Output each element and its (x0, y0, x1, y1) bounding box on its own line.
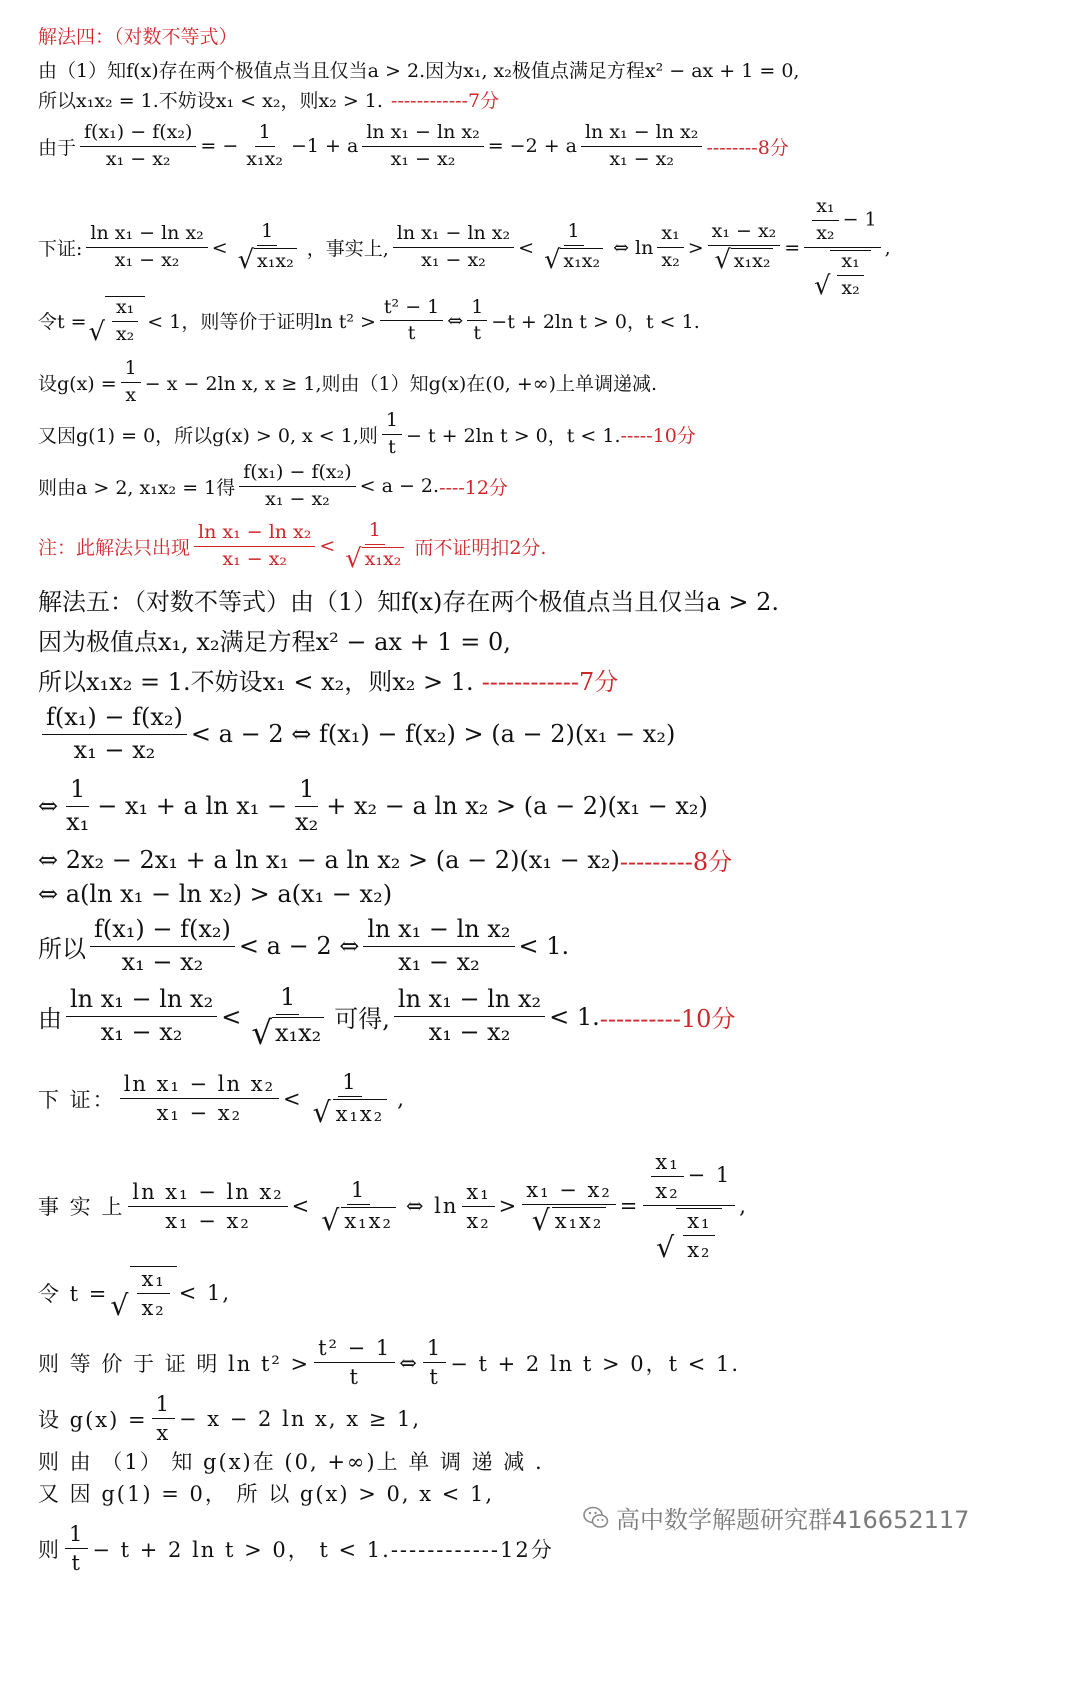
fraction: $\frac{\text{ln x₁ − ln x₂}}{\text{x₁ − x₂}}$ (194, 522, 315, 571)
solution4-note: 注：此解法只出现 $\frac{\text{ln x₁ − ln x₂}}{\text{x₁ − x₂}}$ < 1 √ x₁x₂ 而不证明扣2分. (38, 519, 547, 574)
solution5-line11: 事 实 上 $\frac{\text{ln x₁ − ln x₂}}{\text{x₁ − x₂}}$ < 1 √ x₁x₂ ⇔ ln $\frac{\text{x₁}}{\text{x₂}}$ > x₁ − x₂ √ x₁x₂ = $\frac{\text{x₁}}{\text{x₂}}$ − 1 √ $\frac{\text{x₁}}{\text{x₂}}$ , (38, 1150, 748, 1265)
solution5-line13: 则 等 价 于 证 明 ln t² > $\frac{\text{t² − 1}}{t}$ ⇔ $\frac{1}{t}$ − t + 2 ln t > 0，t < 1. (38, 1336, 741, 1390)
fraction: $\frac{1}{\text{x₁}}$ (66, 775, 90, 836)
solution5-line8: 所以 $\frac{\text{f(x₁) − f(x₂)}}{\text{x₁ − x₂}}$ < a − 2 ⇔ $\frac{\text{ln x₁ − ln x₂}}{\text{x₁ − x₂}}$ < 1. (38, 915, 570, 976)
fraction: $\frac{\text{t² − 1}}{t}$ (380, 297, 443, 346)
fraction: $\frac{\text{ln x₁ − ln x₂}}{\text{x₁ − x₂}}$ (120, 1072, 279, 1125)
score-mark: ----12分 (439, 476, 508, 499)
solution5-line16: 又 因 g(1) = 0， 所 以 g(x) > 0, x < 1, (38, 1482, 495, 1506)
solution5-line1: 解法五：（对数不等式）由（1）知f(x)存在两个极值点当且仅当a > 2. (38, 588, 779, 616)
fraction: $\frac{1}{t}$ (382, 410, 402, 459)
solution5-line14: 设 g(x) = $\frac{1}{x}$ − x − 2 ln x, x ≥ 1, (38, 1392, 422, 1446)
fraction: $\frac{\text{ln x₁ − ln x₂}}{\text{x₁ − x₂}}$ (128, 1180, 287, 1233)
fraction: $\frac{\text{x₁}}{\text{x₂}}$ − 1 √ $\frac{\text{x₁}}{\text{x₂}}$ (804, 196, 880, 299)
solution4-line4: 下证: $\frac{\text{ln x₁ − ln x₂}}{\text{x₁ − x₂}}$ < 1 √ x₁x₂ ，事实上, $\frac{\text{ln x₁ − ln x₂}}{\text{x₁ − x₂}}$ < 1 √ x₁x₂ ⇔ ln $\frac{\text{x₁}}{\text{x₂}}$ > x₁ − x₂ √ x₁x₂ = $\frac{\text{x₁}}{\text{x₂}}$ − 1 √ $\frac{\text{x₁}}{\text{x₂}}$ , (38, 195, 891, 301)
solution4-title: 解法四：（对数不等式） (38, 26, 238, 48)
score-mark: ------------7分 (481, 668, 619, 696)
fraction: $\frac{1}{t}$ (423, 1336, 446, 1389)
wechat-icon (582, 1504, 610, 1532)
fraction: $\frac{\text{t² − 1}}{t}$ (314, 1336, 395, 1389)
fraction: 1 √ x₁x₂ (315, 1178, 402, 1235)
fraction: 1 √ x₁x₂ (339, 520, 410, 573)
fraction: $\frac{\text{ln x₁ − ln x₂}}{\text{x₁ − x₂}}$ (86, 223, 207, 272)
solution4-line6: 设g(x) = $\frac{1}{x}$ − x − 2ln x, x ≥ 1,则由（1）知g(x)在(0, +∞)上单调递减. (38, 357, 658, 406)
score-mark: -----10分 (620, 424, 696, 447)
fraction: $\frac{\text{x₁}}{\text{x₂}}$ (657, 223, 683, 272)
fraction: x₁ − x₂ √ x₁x₂ (708, 221, 781, 274)
solution5-line12: 令 t = √ $\frac{\text{x₁}}{\text{x₂}}$ < 1, (38, 1267, 232, 1322)
score-mark: ------------12分 (390, 1537, 554, 1562)
score-mark: ----------10分 (599, 1005, 736, 1033)
solution4-line1: 由（1）知f(x)存在两个极值点当且仅当a > 2.因为x₁, x₂极值点满足方程x² − ax + 1 = 0, (38, 60, 800, 82)
fraction: x₁ − x₂ √ x₁x₂ (522, 1178, 615, 1235)
fraction: $\frac{\text{f(x₁) − f(x₂)}}{\text{x₁ − x₂}}$ (42, 704, 187, 764)
solution5-line17: 则 $\frac{1}{t}$ − t + 2 ln t > 0， t < 1. ------------12分 (38, 1522, 554, 1576)
solution5-line9: 由 $\frac{\text{ln x₁ − ln x₂}}{\text{x₁ − x₂}}$ < 1 √ x₁x₂ 可得, $\frac{\text{ln x₁ − ln x₂}}{\text{x₁ − x₂}}$ < 1. ----------10分 (38, 983, 736, 1052)
solution5-line10: 下 证： $\frac{\text{ln x₁ − ln x₂}}{\text{x₁ − x₂}}$ < 1 √ x₁x₂ , (38, 1070, 406, 1130)
fraction: 1 √ x₁x₂ (307, 1070, 394, 1127)
fraction: $\frac{\text{ln x₁ − ln x₂}}{\text{x₁ − x₂}}$ (363, 916, 514, 976)
fraction: $\frac{\text{f(x₁) − f(x₂)}}{\text{x₁ − x₂}}$ (90, 916, 235, 976)
fraction: $\frac{\text{ln x₁ − ln x₂}}{\text{x₁ − x₂}}$ (393, 223, 514, 272)
fraction: $\frac{\text{x₁}}{\text{x₂}}$ (462, 1180, 494, 1233)
solution5-line2: 因为极值点x₁, x₂满足方程x² − ax + 1 = 0, (38, 628, 511, 656)
fraction: 1 √ x₁x₂ (538, 221, 609, 274)
fraction: $\frac{\text{f(x₁) − f(x₂)}}{\text{x₁ − x₂}}$ (80, 122, 196, 171)
fraction: $\frac{\text{x₁}}{\text{x₂}}$ − 1 √ $\frac{\text{x₁}}{\text{x₂}}$ (643, 1150, 735, 1263)
solution4-line8: 则由a > 2, x₁x₂ = 1得 $\frac{\text{f(x₁) − f(x₂)}}{\text{x₁ − x₂}}$ < a − 2. ----12分 (38, 461, 508, 510)
fraction: $\frac{1}{\text{x₁x₂}}$ (246, 121, 283, 170)
fraction: $\frac{\text{ln x₁ − ln x₂}}{\text{x₁ − x₂}}$ (66, 986, 217, 1046)
fraction: $\frac{1}{\text{x₂}}$ (295, 775, 319, 836)
fraction: $\frac{1}{x}$ (121, 358, 141, 407)
fraction: $\frac{\text{ln x₁ − ln x₂}}{\text{x₁ − x₂}}$ (394, 986, 545, 1046)
solution4-line3: 由于 $\frac{\text{f(x₁) − f(x₂)}}{\text{x₁ − x₂}}$ = − $\frac{1}{\text{x₁x₂}}$ −1 + a $\frac{\text{ln x₁ − ln x₂}}{\text{x₁ − x₂}}$ = −2 + a $\frac{\text{ln x₁ − ln x₂}}{\text{x₁ − x₂}}$ --------8分 (38, 121, 789, 170)
solution5-line7: ⇔ a(ln x₁ − ln x₂) > a(x₁ − x₂) (38, 880, 393, 908)
score-mark: --------8分 (706, 136, 789, 159)
fraction: $\frac{\text{f(x₁) − f(x₂)}}{\text{x₁ − x₂}}$ (239, 462, 355, 511)
solution4-line5: 令t = √ $\frac{\text{x₁}}{\text{x₂}}$ < 1，则等价于证明ln t² > $\frac{\text{t² − 1}}{t}$ ⇔ $\frac{1}{t}$ −t + 2ln t > 0，t < 1. (38, 295, 700, 348)
solution4-line7: 又因g(1) = 0，所以g(x) > 0, x < 1,则 $\frac{1}{t}$ − t + 2ln t > 0，t < 1. -----10分 (38, 409, 696, 458)
fraction: $\frac{\text{ln x₁ − ln x₂}}{\text{x₁ − x₂}}$ (362, 122, 483, 171)
score-mark: ---------8分 (619, 848, 733, 876)
fraction: 1 √ x₁x₂ (232, 221, 303, 274)
solution5-line15: 则 由 （1） 知 g(x)在 (0, +∞)上 单 调 递 减 . (38, 1450, 544, 1474)
fraction: $\frac{\text{ln x₁ − ln x₂}}{\text{x₁ − x₂}}$ (581, 122, 702, 171)
fraction: $\frac{1}{x}$ (152, 1392, 175, 1445)
fraction: $\frac{1}{t}$ (467, 297, 487, 346)
solution4-line2: 所以x₁x₂ = 1.不妨设x₁ < x₂，则x₂ > 1. ------------7分 (38, 86, 499, 113)
solution5-line5: ⇔ $\frac{1}{\text{x₁}}$ − x₁ + a ln x₁ − $\frac{1}{\text{x₂}}$ + x₂ − a ln x₂ > (a − 2)(x₁ − x₂) (38, 775, 708, 836)
solution5-line4: $\frac{\text{f(x₁) − f(x₂)}}{\text{x₁ − x₂}}$ < a − 2 ⇔ f(x₁) − f(x₂) > (a − 2)(x₁ − x₂) (38, 704, 675, 764)
fraction: $\frac{1}{t}$ (65, 1522, 88, 1575)
watermark (582, 1500, 969, 1535)
watermark-text: 高中数学解题研究群416652117 (616, 1506, 970, 1534)
solution5-line6: ⇔ 2x₂ − 2x₁ + a ln x₁ − a ln x₂ > (a − 2)(x₁ − x₂) ---------8分 (38, 842, 732, 877)
score-mark: ------------7分 (390, 90, 500, 112)
fraction: 1 √ x₁x₂ (245, 984, 330, 1049)
solution5-line3: 所以x₁x₂ = 1.不妨设x₁ < x₂，则x₂ > 1. ------------7分 (38, 662, 618, 697)
